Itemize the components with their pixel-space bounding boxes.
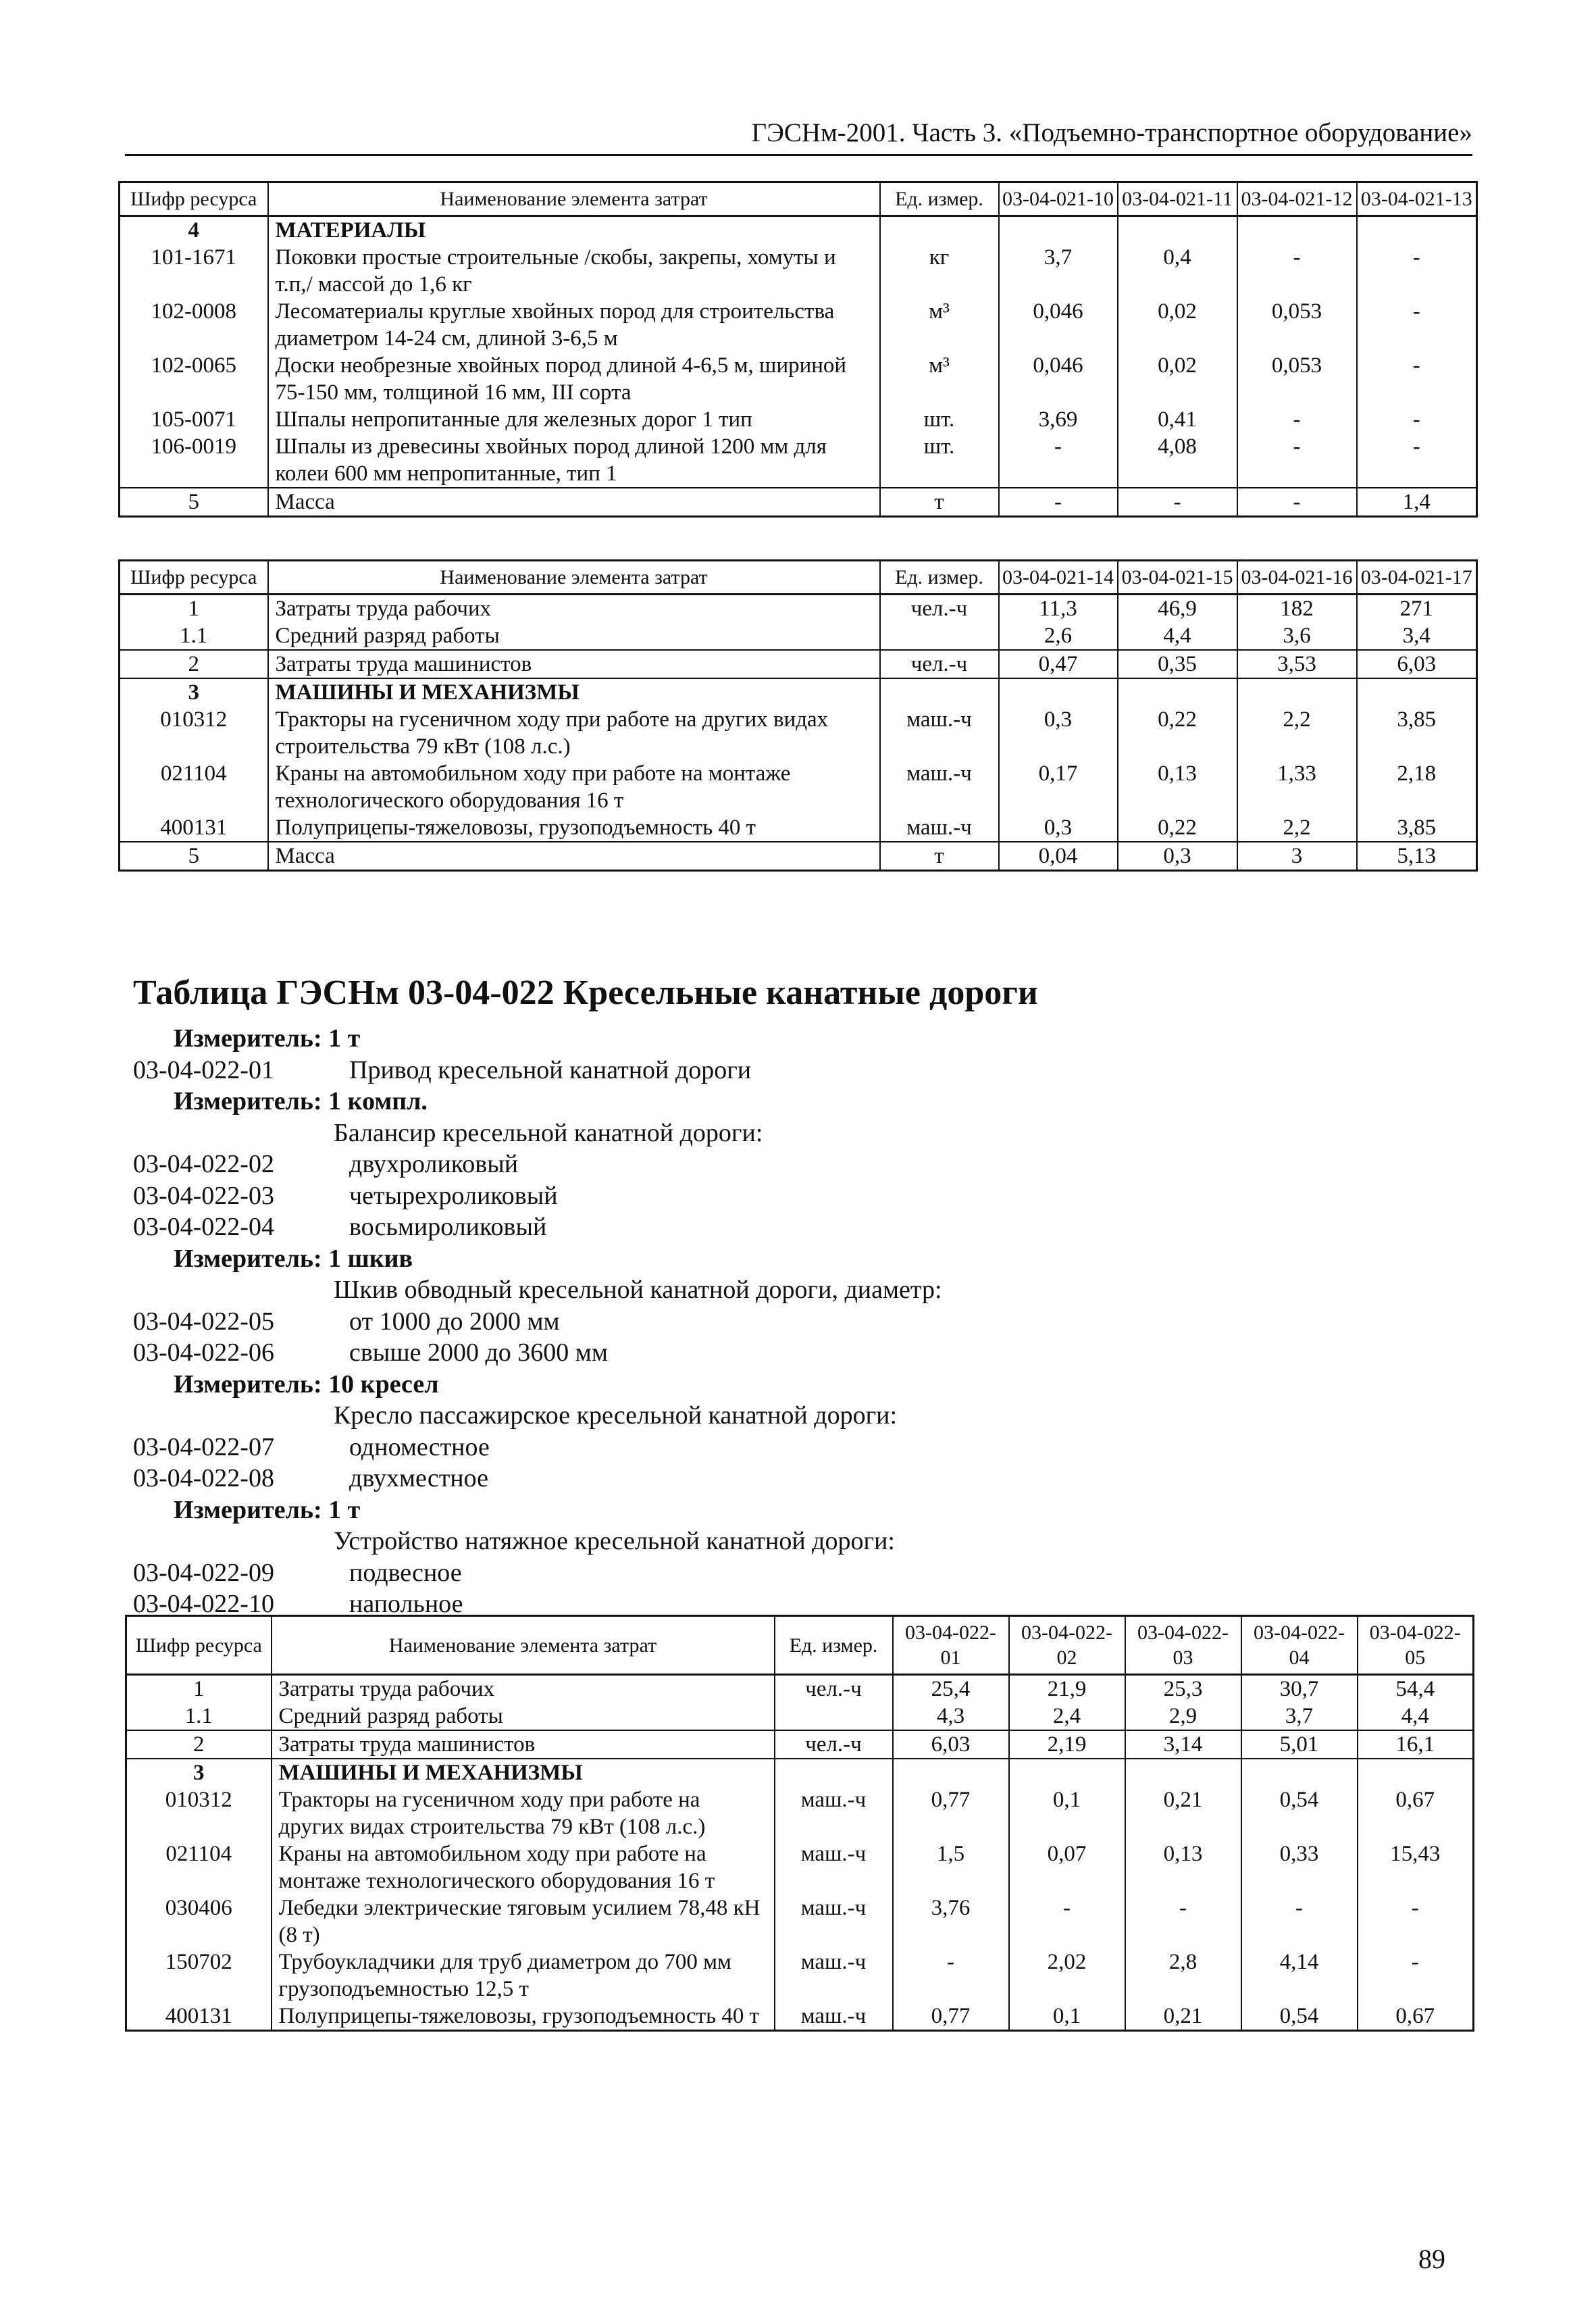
header-unit: Ед. измер. [880,561,999,595]
resource-code: 106-0019 [120,433,268,488]
table-header-row [120,182,1477,216]
resource-code: 3 [120,678,268,706]
cost-table-021-10-13 [118,181,1478,518]
norm-text: напольное [349,1590,463,1618]
resource-name: Шпалы непропитанные для железных дорог 1 тип [268,406,880,433]
resource-name: Доски необрезные хвойных пород длиной 4-6,5 м, шириной 75-150 мм, толщиной 16 мм, III сорта [268,352,880,406]
value-cell: 0,47 [999,650,1118,678]
value-cell: 4,4 [1358,1703,1474,1730]
value-cell: 3,7 [999,244,1118,298]
value-cell: 2,19 [1009,1730,1125,1759]
value-cell: 0,22 [1118,706,1237,760]
value-cell: 0,13 [1118,760,1237,814]
meter-spec-list [133,1023,942,1620]
header-norm-code: 03-04-022-01 [893,1616,1009,1675]
unit-cell: чел.-ч [775,1675,893,1703]
value-cell: 0,77 [893,2003,1009,2031]
resource-name: Лебедки электрические тяговым усилием 78,48 кН (8 т) [272,1894,775,1948]
norm-item [133,1180,942,1212]
resource-code: 102-0008 [120,298,268,352]
value-cell: 2,9 [1125,1703,1241,1730]
norm-item [133,1432,942,1463]
value-cell [1118,216,1237,245]
header-code: Шифр ресурса [120,561,268,595]
value-cell: 0,3 [1118,842,1237,871]
value-cell: 15,43 [1358,1840,1474,1894]
unit-cell: маш.-ч [775,1840,893,1894]
value-cell: 0,22 [1118,814,1237,842]
value-cell: 3,53 [1237,650,1357,678]
value-cell [1358,1759,1474,1786]
unit-cell: кг [880,244,999,298]
table-row [120,760,1477,814]
header-norm-code: 03-04-022-04 [1241,1616,1358,1675]
value-cell: 2,8 [1125,1948,1241,2003]
resource-code: 030406 [126,1894,272,1948]
table-row [126,1786,1474,1840]
resource-code: 021104 [120,760,268,814]
table-row [120,678,1477,706]
value-cell: 3,14 [1125,1730,1241,1759]
resource-name: МАТЕРИАЛЫ [268,216,880,245]
value-cell: 2,2 [1237,814,1357,842]
norm-item [133,1055,942,1086]
value-cell: - [1357,298,1477,352]
cost-table-022-01-05 [125,1615,1474,2032]
page-number: 89 [1418,2244,1445,2274]
section-title: Таблица ГЭСНм 03-04-022 Кресельные канатные дороги [133,974,1038,1012]
value-cell [999,678,1118,706]
table-row [126,1703,1474,1730]
value-cell: 0,053 [1237,298,1357,352]
resource-code: 010312 [120,706,268,760]
norm-text: от 1000 до 2000 мм [349,1307,560,1336]
value-cell: 0,77 [893,1786,1009,1840]
table-row [120,842,1477,871]
unit-cell: маш.-ч [775,1948,893,2003]
resource-code: 5 [120,488,268,517]
resource-name: МАШИНЫ И МЕХАНИЗМЫ [272,1759,775,1786]
value-cell: 2,18 [1357,760,1477,814]
value-cell: 182 [1237,595,1357,623]
unit-cell [880,622,999,650]
unit-cell: маш.-ч [775,1894,893,1948]
value-cell: 4,3 [893,1703,1009,1730]
norm-text: Привод кресельной канатной дороги [349,1055,752,1084]
group-title: Шкив обводный кресельной канатной дороги, диаметр: [334,1276,942,1304]
value-cell [893,1759,1009,1786]
meter-line: Измеритель: 1 т [174,1495,361,1524]
resource-name: Затраты труда рабочих [268,595,880,623]
resource-name: Поковки простые строительные /скобы, закрепы, хомуты и т.п,/ массой до 1,6 кг [268,244,880,298]
value-cell: 4,4 [1118,622,1237,650]
running-header: ГЭСНм-2001. Часть 3. «Подъемно-транспортное оборудование» [125,116,1472,156]
table-row [126,1759,1474,1786]
resource-code: 2 [120,650,268,678]
value-cell: 21,9 [1009,1675,1125,1703]
resource-code: 1 [126,1675,272,1703]
unit-cell: маш.-ч [880,814,999,842]
value-cell: 46,9 [1118,595,1237,623]
value-cell: 0,13 [1125,1840,1241,1894]
header-norm-code: 03-04-021-17 [1357,561,1477,595]
value-cell: 1,4 [1357,488,1477,517]
unit-cell [775,1759,893,1786]
value-cell: 5,01 [1241,1730,1358,1759]
table-header-row [120,561,1477,595]
norm-text: четырехроликовый [349,1181,558,1210]
resource-name: Масса [268,842,880,871]
unit-cell: т [880,842,999,871]
value-cell: 16,1 [1358,1730,1474,1759]
resource-code: 150702 [126,1948,272,2003]
resource-name: Затраты труда машинистов [272,1730,775,1759]
table-row [120,488,1477,517]
resource-code: 105-0071 [120,406,268,433]
value-cell: 1,5 [893,1840,1009,1894]
value-cell: 54,4 [1358,1675,1474,1703]
value-cell: - [1357,433,1477,488]
table-row [126,2003,1474,2031]
unit-cell: маш.-ч [880,760,999,814]
value-cell: - [1358,1948,1474,2003]
norm-item [133,1306,942,1338]
value-cell: - [1357,406,1477,433]
value-cell: 0,54 [1241,2003,1358,2031]
table-row [120,352,1477,406]
value-cell: 0,07 [1009,1840,1125,1894]
norm-item [133,1149,942,1180]
value-cell: - [1357,244,1477,298]
value-cell: 0,046 [999,298,1118,352]
value-cell [1118,678,1237,706]
table-row [126,1948,1474,2003]
header-norm-code: 03-04-021-14 [999,561,1118,595]
table-row [120,406,1477,433]
value-cell: 4,14 [1241,1948,1358,2003]
table-row [120,433,1477,488]
norm-code: 03-04-022-08 [133,1464,274,1492]
unit-cell [880,678,999,706]
norm-code: 03-04-022-03 [133,1181,274,1210]
resource-name: Средний разряд работы [272,1703,775,1730]
value-cell: 2,02 [1009,1948,1125,2003]
value-cell [999,216,1118,245]
unit-cell: маш.-ч [775,1786,893,1840]
resource-name: Краны на автомобильном ходу при работе на монтаже технологического оборудования 16 т [272,1840,775,1894]
value-cell: 1,33 [1237,760,1357,814]
table-row [120,244,1477,298]
value-cell: 3,6 [1237,622,1357,650]
value-cell: 271 [1357,595,1477,623]
value-cell: 3,7 [1241,1703,1358,1730]
resource-name: Масса [268,488,880,517]
resource-name: Полуприцепы-тяжеловозы, грузоподъемность 40 т [268,814,880,842]
value-cell: 25,4 [893,1675,1009,1703]
value-cell [1357,678,1477,706]
unit-cell: т [880,488,999,517]
value-cell: 3,76 [893,1894,1009,1948]
resource-code: 3 [126,1759,272,1786]
value-cell: 11,3 [999,595,1118,623]
value-cell: 0,17 [999,760,1118,814]
header-norm-code: 03-04-021-10 [999,182,1118,216]
norm-text: подвесное [349,1558,462,1587]
norm-code: 03-04-022-02 [133,1150,274,1178]
norm-code: 03-04-022-09 [133,1558,274,1587]
value-cell: 2,2 [1237,706,1357,760]
value-cell: 0,04 [999,842,1118,871]
header-name: Наименование элемента затрат [268,561,880,595]
value-cell [1237,678,1357,706]
unit-cell: м³ [880,298,999,352]
meter-line: Измеритель: 1 шкив [174,1244,413,1273]
value-cell: 30,7 [1241,1675,1358,1703]
value-cell: 3,85 [1357,706,1477,760]
norm-text: восьмироликовый [349,1213,547,1241]
resource-code: 4 [120,216,268,245]
header-code: Шифр ресурса [126,1616,272,1675]
unit-cell: м³ [880,352,999,406]
group-title: Устройство натяжное кресельной канатной дороги: [334,1527,895,1555]
resource-name: Затраты труда машинистов [268,650,880,678]
unit-cell: чел.-ч [880,650,999,678]
resource-code: 400131 [126,2003,272,2031]
value-cell: 0,02 [1118,352,1237,406]
value-cell: 0,21 [1125,2003,1241,2031]
header-norm-code: 03-04-022-03 [1125,1616,1241,1675]
meter-line: Измеритель: 1 компл. [174,1087,428,1115]
value-cell: 6,03 [893,1730,1009,1759]
table-header-row [126,1616,1474,1675]
norm-code: 03-04-022-01 [133,1055,274,1084]
resource-name: Тракторы на гусеничном ходу при работе на других видах строительства 79 кВт (108 л.с.) [272,1786,775,1840]
unit-cell: чел.-ч [775,1730,893,1759]
value-cell: 6,03 [1357,650,1477,678]
table-row [126,1675,1474,1703]
resource-code: 5 [120,842,268,871]
value-cell: - [1118,488,1237,517]
unit-cell: шт. [880,433,999,488]
value-cell [1237,216,1357,245]
norm-text: свыше 2000 до 3600 мм [349,1338,608,1367]
resource-code: 021104 [126,1840,272,1894]
value-cell: 25,3 [1125,1675,1241,1703]
resource-code: 1 [120,595,268,623]
norm-code: 03-04-022-05 [133,1307,274,1336]
unit-cell: чел.-ч [880,595,999,623]
value-cell: 0,3 [999,814,1118,842]
value-cell: - [1237,244,1357,298]
resource-code: 102-0065 [120,352,268,406]
value-cell [1357,216,1477,245]
resource-code: 400131 [120,814,268,842]
value-cell: - [1241,1894,1358,1948]
value-cell: 3,69 [999,406,1118,433]
value-cell: - [999,433,1118,488]
table-row [120,298,1477,352]
norm-item [133,1337,942,1369]
unit-cell [880,216,999,245]
resource-code: 2 [126,1730,272,1759]
value-cell: 0,3 [999,706,1118,760]
norm-text: одноместное [349,1432,490,1461]
value-cell: 2,4 [1009,1703,1125,1730]
value-cell: - [893,1948,1009,2003]
header-norm-code: 03-04-021-11 [1118,182,1237,216]
resource-code: 1.1 [120,622,268,650]
norm-code: 03-04-022-04 [133,1213,274,1241]
norm-code: 03-04-022-07 [133,1432,274,1461]
header-norm-code: 03-04-022-02 [1009,1616,1125,1675]
unit-cell: маш.-ч [880,706,999,760]
value-cell: 0,67 [1358,1786,1474,1840]
value-cell: - [1358,1894,1474,1948]
unit-cell [775,1703,893,1730]
value-cell: - [1009,1894,1125,1948]
value-cell: 3,4 [1357,622,1477,650]
resource-name: Тракторы на гусеничном ходу при работе на других видах строительства 79 кВт (108 л.с.) [268,706,880,760]
resource-name: МАШИНЫ И МЕХАНИЗМЫ [268,678,880,706]
value-cell: - [1125,1894,1241,1948]
value-cell: - [1237,433,1357,488]
value-cell: 0,21 [1125,1786,1241,1840]
value-cell: 4,08 [1118,433,1237,488]
table-row [120,814,1477,842]
norm-code: 03-04-022-06 [133,1338,274,1367]
value-cell: 3 [1237,842,1357,871]
resource-name: Средний разряд работы [268,622,880,650]
norm-item [133,1557,942,1589]
value-cell: 0,33 [1241,1840,1358,1894]
resource-name: Лесоматериалы круглые хвойных пород для строительства диаметром 14-24 см, длиной 3-6,5 м [268,298,880,352]
table-row [126,1894,1474,1948]
cost-table-021-14-17 [118,559,1478,872]
value-cell [1125,1759,1241,1786]
value-cell: 0,35 [1118,650,1237,678]
resource-code: 1.1 [126,1703,272,1730]
table-row [120,650,1477,678]
resource-name: Краны на автомобильном ходу при работе на монтаже технологического оборудования 16 т [268,760,880,814]
norm-item [133,1211,942,1243]
value-cell: 5,13 [1357,842,1477,871]
value-cell: 0,4 [1118,244,1237,298]
header-norm-code: 03-04-021-15 [1118,561,1237,595]
unit-cell: шт. [880,406,999,433]
header-unit: Ед. измер. [775,1616,893,1675]
group-title: Балансир кресельной канатной дороги: [334,1118,763,1147]
header-code: Шифр ресурса [120,182,268,216]
value-cell: 0,02 [1118,298,1237,352]
value-cell: 0,046 [999,352,1118,406]
norm-code: 03-04-022-10 [133,1590,274,1618]
norm-text: двухроликовый [349,1150,519,1178]
unit-cell: маш.-ч [775,2003,893,2031]
value-cell: - [999,488,1118,517]
table-row [120,595,1477,623]
value-cell: - [1237,488,1357,517]
header-norm-code: 03-04-021-16 [1237,561,1357,595]
meter-line: Измеритель: 1 т [174,1024,361,1053]
value-cell: 0,67 [1358,2003,1474,2031]
table-row [126,1840,1474,1894]
meter-line: Измеритель: 10 кресел [174,1369,439,1399]
value-cell: 0,54 [1241,1786,1358,1840]
table-row [120,706,1477,760]
value-cell: 0,1 [1009,2003,1125,2031]
value-cell [1009,1759,1125,1786]
table-row [126,1730,1474,1759]
resource-name: Затраты труда рабочих [272,1675,775,1703]
header-name: Наименование элемента затрат [268,182,880,216]
value-cell: 0,053 [1237,352,1357,406]
header-norm-code: 03-04-022-05 [1358,1616,1474,1675]
value-cell [1241,1759,1358,1786]
resource-name: Полуприцепы-тяжеловозы, грузоподъемность 40 т [272,2003,775,2031]
resource-name: Трубоукладчики для труб диаметром до 700 мм грузоподъемностью 12,5 т [272,1948,775,2003]
resource-code: 010312 [126,1786,272,1840]
norm-item [133,1463,942,1494]
group-title: Кресло пассажирское кресельной канатной дороги: [334,1401,898,1430]
table-row [120,216,1477,245]
header-norm-code: 03-04-021-13 [1357,182,1477,216]
value-cell: 0,1 [1009,1786,1125,1840]
header-unit: Ед. измер. [880,182,999,216]
value-cell: 2,6 [999,622,1118,650]
header-norm-code: 03-04-021-12 [1237,182,1357,216]
resource-code: 101-1671 [120,244,268,298]
value-cell: 3,85 [1357,814,1477,842]
value-cell: 0,41 [1118,406,1237,433]
value-cell: - [1357,352,1477,406]
resource-name: Шпалы из древесины хвойных пород длиной 1200 мм для колеи 600 мм непропитанные, тип 1 [268,433,880,488]
value-cell: - [1237,406,1357,433]
norm-text: двухместное [349,1464,488,1492]
table-row [120,622,1477,650]
header-name: Наименование элемента затрат [272,1616,775,1675]
